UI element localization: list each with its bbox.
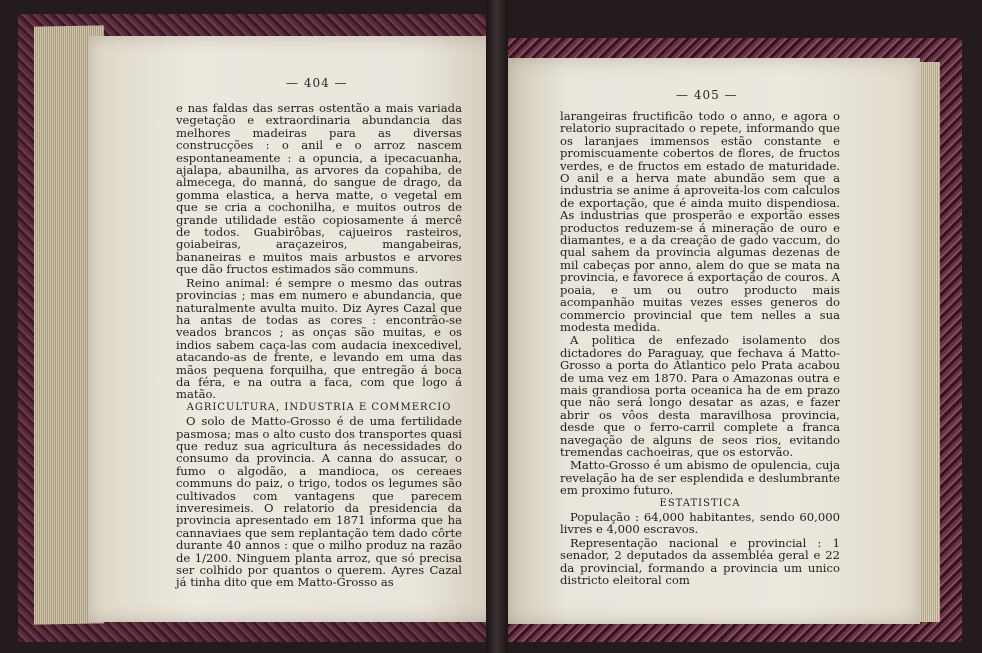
book-spine bbox=[486, 0, 508, 653]
page-number: — 405 — bbox=[676, 88, 738, 102]
paragraph: O solo de Matto-Grosso é de uma fertilidade pasmosa; mas o alto custo dos transportes quasi que reduz sua agricultura ás necessidades do consumo da provincia. A canna do assucar, o fumo o algodão, a mandioca, os cereaes communs do paiz, o trigo, todos os legumes são cultivados com vantagens que parecem inveresimeis. O relatorio da presidencia da provincia apresentado em 1871 informa que ha cannaviaes que sem replantação tem dado côrte durante 40 annos : que o milho produz na razão de 1/200. Ninguem planta arroz, que só precisa ser colhido por quantos o querem. Ayres Cazal já tinha dito que em Matto-Grosso as bbox=[176, 414, 462, 590]
paragraph: larangeiras fructificão todo o anno, e agora o relatorio supracitado o repete, informando que os laranjaes immensos estão constante e promiscuamente cobertos de flores, de fructos verdes, e de fructos em estado de maturidade. O anil e a herva mate abundão sem que a industria se anime á aproveita-los com calculos de exportação, que é ainda muito dispendiosa. As industrias que prosperão e exportão esses productos reduzem-se á mineração de ouro e diamantes, e a da creação de gado vaccum, do qual sahem da provincia algumas dezenas de mil cabeças por anno, alem do que se mata na provincia, e favorece á exportação de couros. A poaia, e um ou outro producto mais acompanhão muitas vezes esses generos do commercio provincial que tem nelles a sua modesta medida. bbox=[560, 109, 840, 334]
paragraph: Reino animal: é sempre o mesmo das outras provincias ; mas em numero e abundancia, que naturalmente avulta muito. Diz Ayres Cazal que ha antas de todas as cores : encontrão-se veados brancos ; as onças são muitas, e os indios sabem caça-las com audacia inexcedivel, atacando-as de frente, e levando em uma das mãos pequena forquilha, que entregão á boca da féra, e na outra a faca, com que logo á matão. bbox=[176, 275, 462, 402]
left-page-text bbox=[176, 102, 462, 590]
paragraph: População : 64,000 habitantes, sendo 60,000 livres e 4,000 escravos. bbox=[560, 510, 840, 537]
paragraph: Matto-Grosso é um abismo de opulencia, cuja revelação ha de ser esplendida e deslumbrante em proximo futuro. bbox=[560, 458, 840, 498]
section-heading: ESTATISTICA bbox=[659, 497, 741, 509]
section-heading: AGRICULTURA, INDUSTRIA E COMMERCIO bbox=[186, 401, 452, 413]
paragraph: e nas faldas das serras ostentão a mais variada vegetação e extraordinaria abundancia das melhores madeiras para as diversas construcções : o anil e o arroz nascem espontaneamente : a opuncia, a ipecacuanha, ajalapa, abaunilha, as arvores da copahiba, de almecega, do manná, do sangue de drago, da gomma elastica, a herva matte, o vegetal em que se cria a cochonilha, e muitos outros de grande utilidade estão copiosamente á mercê de todos. Guabirôbas, cajueiros rasteiros, goiabeiras, araçazeiros, mangabeiras, bananeiras e muitos mais arbustos e arvores que dão fructos estimados são communs. bbox=[176, 101, 462, 277]
paragraph: Representação nacional e provincial : 1 senador, 2 deputados da assembléa geral e 22 da provincial, formando a provincia um unico districto eleitoral com bbox=[560, 535, 840, 588]
page-number: — 404 — bbox=[286, 76, 348, 90]
right-page-text bbox=[560, 110, 840, 587]
right-page bbox=[506, 58, 920, 624]
left-page bbox=[88, 36, 502, 622]
paragraph: A politica de enfezado isolamento dos dictadores do Paraguay, que fechava á Matto-Grosso a porta do Atlantico pelo Prata acabou de uma vez em 1870. Para o Amazonas outra e mais grandiosa porta oceanica ha de em prazo que não será longo desatar as azas, e fazer abrir os vôos desta maravilhosa provincia, desde que o ferro-carril complete a franca navegação de alguns de seos rios, evitando tremendas cachoeiras, que os estorvão. bbox=[560, 333, 840, 459]
